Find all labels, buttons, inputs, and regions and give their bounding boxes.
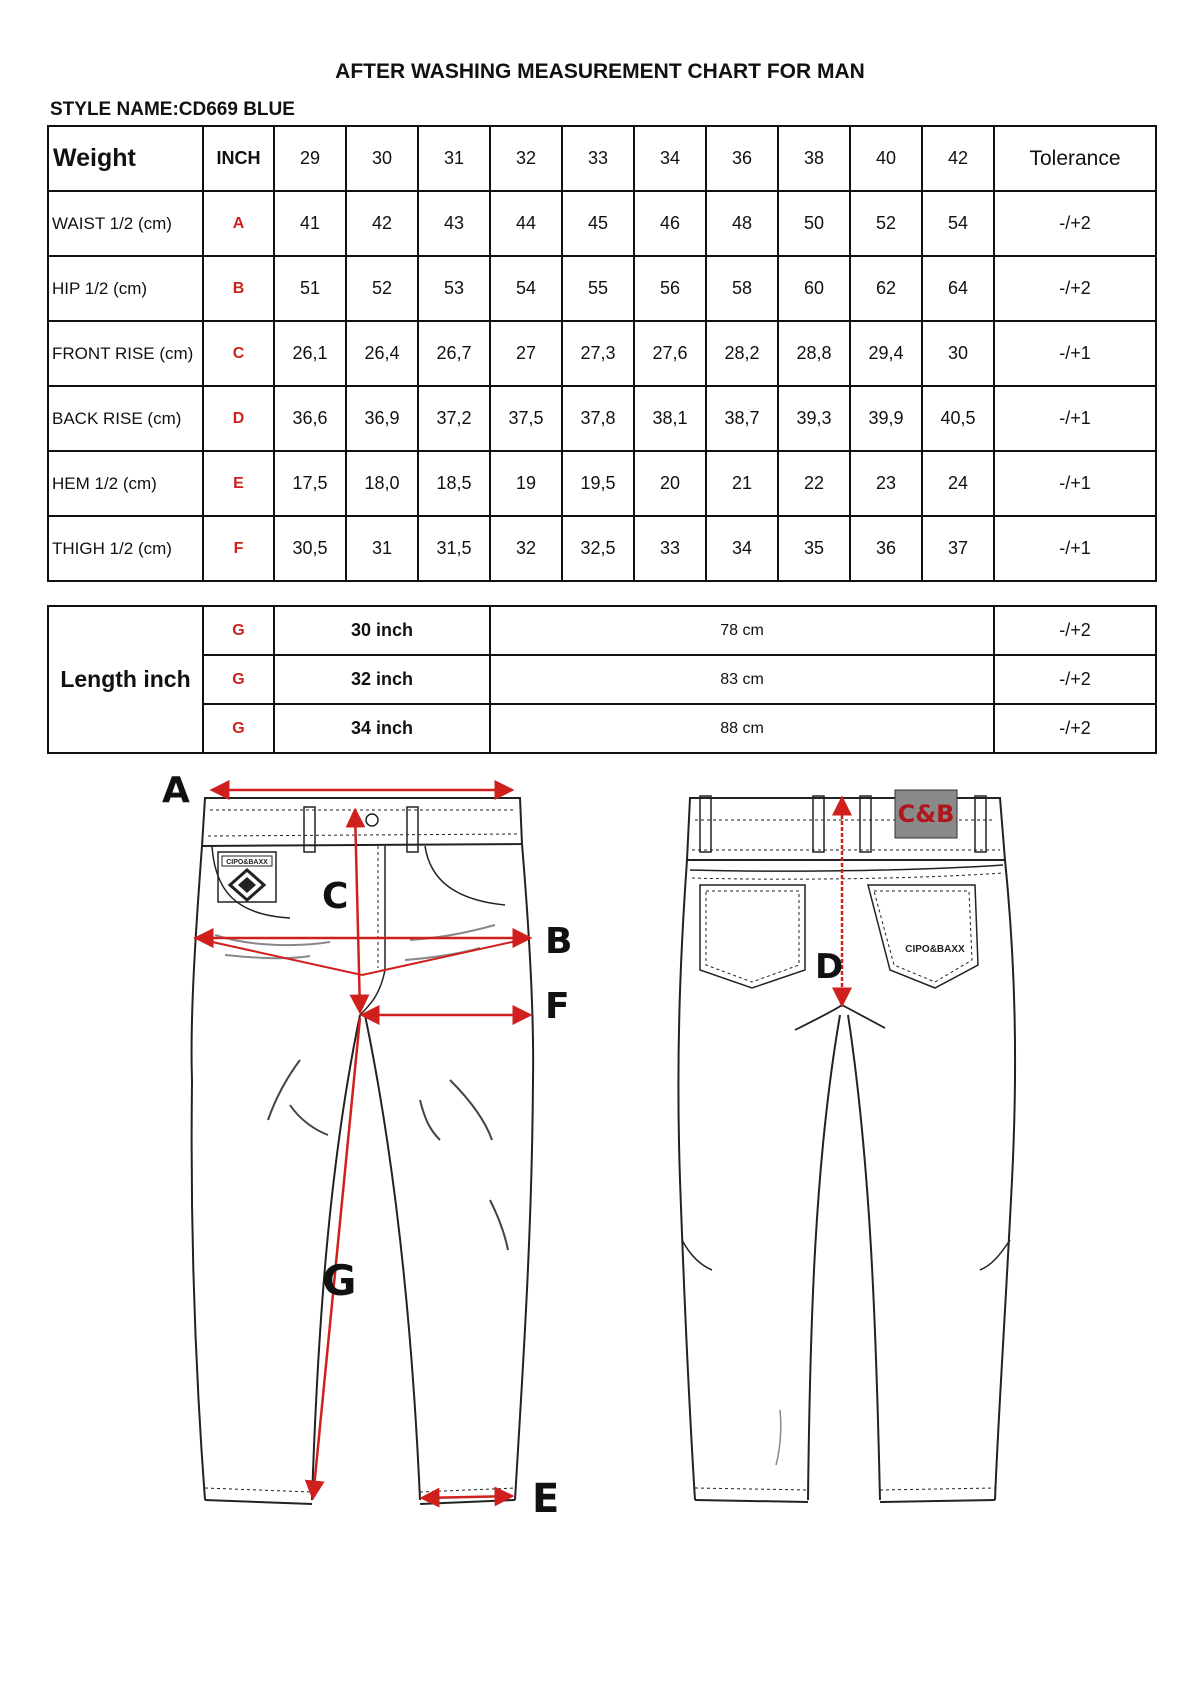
back-view <box>678 796 1015 1502</box>
measurement-value: 27,6 <box>634 321 706 386</box>
measurement-code: F <box>203 516 274 581</box>
measurement-value: 37,5 <box>490 386 562 451</box>
size-header-cell: 29 <box>274 126 346 191</box>
measurement-value: 44 <box>490 191 562 256</box>
measurement-value: 30 <box>922 321 994 386</box>
size-measurement-table <box>47 125 1157 582</box>
measurement-value: 39,3 <box>778 386 850 451</box>
size-header-cell: 42 <box>922 126 994 191</box>
label-e: E <box>532 1476 560 1522</box>
measurement-value: 38,7 <box>706 386 778 451</box>
size-header-cell: 34 <box>634 126 706 191</box>
page-title: AFTER WASHING MEASUREMENT CHART FOR MAN <box>335 60 865 83</box>
measurement-value: 55 <box>562 256 634 321</box>
measurement-tolerance: -/+1 <box>994 321 1156 386</box>
measurement-row <box>48 451 1156 516</box>
measurement-value: 26,4 <box>346 321 418 386</box>
tolerance-header: Tolerance <box>994 126 1156 191</box>
length-table <box>47 605 1157 754</box>
measurement-code: A <box>203 191 274 256</box>
svg-text:C&B: C&B <box>897 800 955 828</box>
length-inch: 34 inch <box>274 704 490 753</box>
measurement-tolerance: -/+1 <box>994 386 1156 451</box>
measurement-value: 33 <box>634 516 706 581</box>
size-header-cell: 30 <box>346 126 418 191</box>
measurement-value: 51 <box>274 256 346 321</box>
measurement-value: 52 <box>850 191 922 256</box>
measurement-value: 41 <box>274 191 346 256</box>
measurement-value: 42 <box>346 191 418 256</box>
measurement-label: HIP 1/2 (cm) <box>48 256 203 321</box>
measurement-value: 53 <box>418 256 490 321</box>
measurement-value: 19 <box>490 451 562 516</box>
length-inch: 32 inch <box>274 655 490 704</box>
measurement-value: 31,5 <box>418 516 490 581</box>
length-tolerance: -/+2 <box>994 606 1156 655</box>
measurement-value: 54 <box>922 191 994 256</box>
label-d: D <box>815 947 844 987</box>
measurement-value: 32,5 <box>562 516 634 581</box>
measurement-value: 18,0 <box>346 451 418 516</box>
size-header-cell: 32 <box>490 126 562 191</box>
brand-tag <box>895 790 957 838</box>
measurement-value: 19,5 <box>562 451 634 516</box>
measurement-value: 27,3 <box>562 321 634 386</box>
measurement-row <box>48 321 1156 386</box>
measurement-value: 39,9 <box>850 386 922 451</box>
length-row <box>48 704 1156 753</box>
inch-header: INCH <box>203 126 274 191</box>
length-label: Length inch <box>48 606 203 753</box>
length-inch: 30 inch <box>274 606 490 655</box>
size-header-cell: 31 <box>418 126 490 191</box>
measurement-value: 24 <box>922 451 994 516</box>
measurement-value: 36 <box>850 516 922 581</box>
size-header-cell: 33 <box>562 126 634 191</box>
measurement-code: B <box>203 256 274 321</box>
measurement-value: 17,5 <box>274 451 346 516</box>
length-code: G <box>203 655 274 704</box>
size-header-cell: 36 <box>706 126 778 191</box>
length-code: G <box>203 704 274 753</box>
measurement-value: 37,8 <box>562 386 634 451</box>
label-b: B <box>545 921 573 962</box>
svg-text:CIPO&BAXX: CIPO&BAXX <box>226 859 268 866</box>
measurement-value: 21 <box>706 451 778 516</box>
size-header-cell: 38 <box>778 126 850 191</box>
jeans-diagram <box>0 760 1200 1540</box>
measurement-value: 36,9 <box>346 386 418 451</box>
measurement-code: D <box>203 386 274 451</box>
measurement-value: 22 <box>778 451 850 516</box>
length-row <box>48 655 1156 704</box>
measurement-tolerance: -/+1 <box>994 516 1156 581</box>
label-a: A <box>162 770 190 811</box>
measurement-value: 28,2 <box>706 321 778 386</box>
measurement-code: E <box>203 451 274 516</box>
measurement-value: 38,1 <box>634 386 706 451</box>
measurement-value: 31 <box>346 516 418 581</box>
size-header-row <box>48 126 1156 191</box>
measurement-value: 26,7 <box>418 321 490 386</box>
measurement-value: 27 <box>490 321 562 386</box>
measurement-value: 29,4 <box>850 321 922 386</box>
measurement-value: 43 <box>418 191 490 256</box>
measurement-value: 32 <box>490 516 562 581</box>
front-wrinkles <box>215 925 508 1250</box>
measurement-value: 35 <box>778 516 850 581</box>
length-cm: 83 cm <box>490 655 994 704</box>
measurement-value: 58 <box>706 256 778 321</box>
measurement-value: 64 <box>922 256 994 321</box>
measurement-value: 46 <box>634 191 706 256</box>
measurement-value: 18,5 <box>418 451 490 516</box>
measurement-tolerance: -/+2 <box>994 191 1156 256</box>
measurement-value: 26,1 <box>274 321 346 386</box>
measurement-row <box>48 191 1156 256</box>
measurement-row <box>48 256 1156 321</box>
measurement-value: 36,6 <box>274 386 346 451</box>
length-cm: 88 cm <box>490 704 994 753</box>
measurement-label: WAIST 1/2 (cm) <box>48 191 203 256</box>
style-name: STYLE NAME:CD669 BLUE <box>50 99 295 120</box>
measurement-value: 45 <box>562 191 634 256</box>
measurement-value: 54 <box>490 256 562 321</box>
measurement-value: 37,2 <box>418 386 490 451</box>
weight-header: Weight <box>48 126 203 191</box>
label-c: C <box>322 876 349 917</box>
length-row <box>48 606 1156 655</box>
measurement-value: 56 <box>634 256 706 321</box>
length-code: G <box>203 606 274 655</box>
length-cm: 78 cm <box>490 606 994 655</box>
measurement-value: 62 <box>850 256 922 321</box>
measurement-value: 28,8 <box>778 321 850 386</box>
size-header-cell: 40 <box>850 126 922 191</box>
front-patch-logo <box>222 856 272 900</box>
measurement-value: 37 <box>922 516 994 581</box>
measurement-tolerance: -/+1 <box>994 451 1156 516</box>
measurement-row <box>48 386 1156 451</box>
measurement-label: HEM 1/2 (cm) <box>48 451 203 516</box>
measurement-value: 50 <box>778 191 850 256</box>
label-f: F <box>545 986 570 1027</box>
measurement-value: 60 <box>778 256 850 321</box>
measurement-value: 23 <box>850 451 922 516</box>
measurement-value: 34 <box>706 516 778 581</box>
measurement-code: C <box>203 321 274 386</box>
measurement-label: FRONT RISE (cm) <box>48 321 203 386</box>
measurement-tolerance: -/+2 <box>994 256 1156 321</box>
front-view <box>192 798 534 1504</box>
measurement-value: 40,5 <box>922 386 994 451</box>
measurement-label: BACK RISE (cm) <box>48 386 203 451</box>
back-pocket-logo: CIPO&BAXX <box>905 944 965 955</box>
measurement-value: 52 <box>346 256 418 321</box>
label-g: G <box>322 1256 357 1305</box>
measurement-label: THIGH 1/2 (cm) <box>48 516 203 581</box>
measurement-value: 48 <box>706 191 778 256</box>
length-tolerance: -/+2 <box>994 704 1156 753</box>
measurement-value: 20 <box>634 451 706 516</box>
length-tolerance: -/+2 <box>994 655 1156 704</box>
measurement-value: 30,5 <box>274 516 346 581</box>
measurement-row <box>48 516 1156 581</box>
